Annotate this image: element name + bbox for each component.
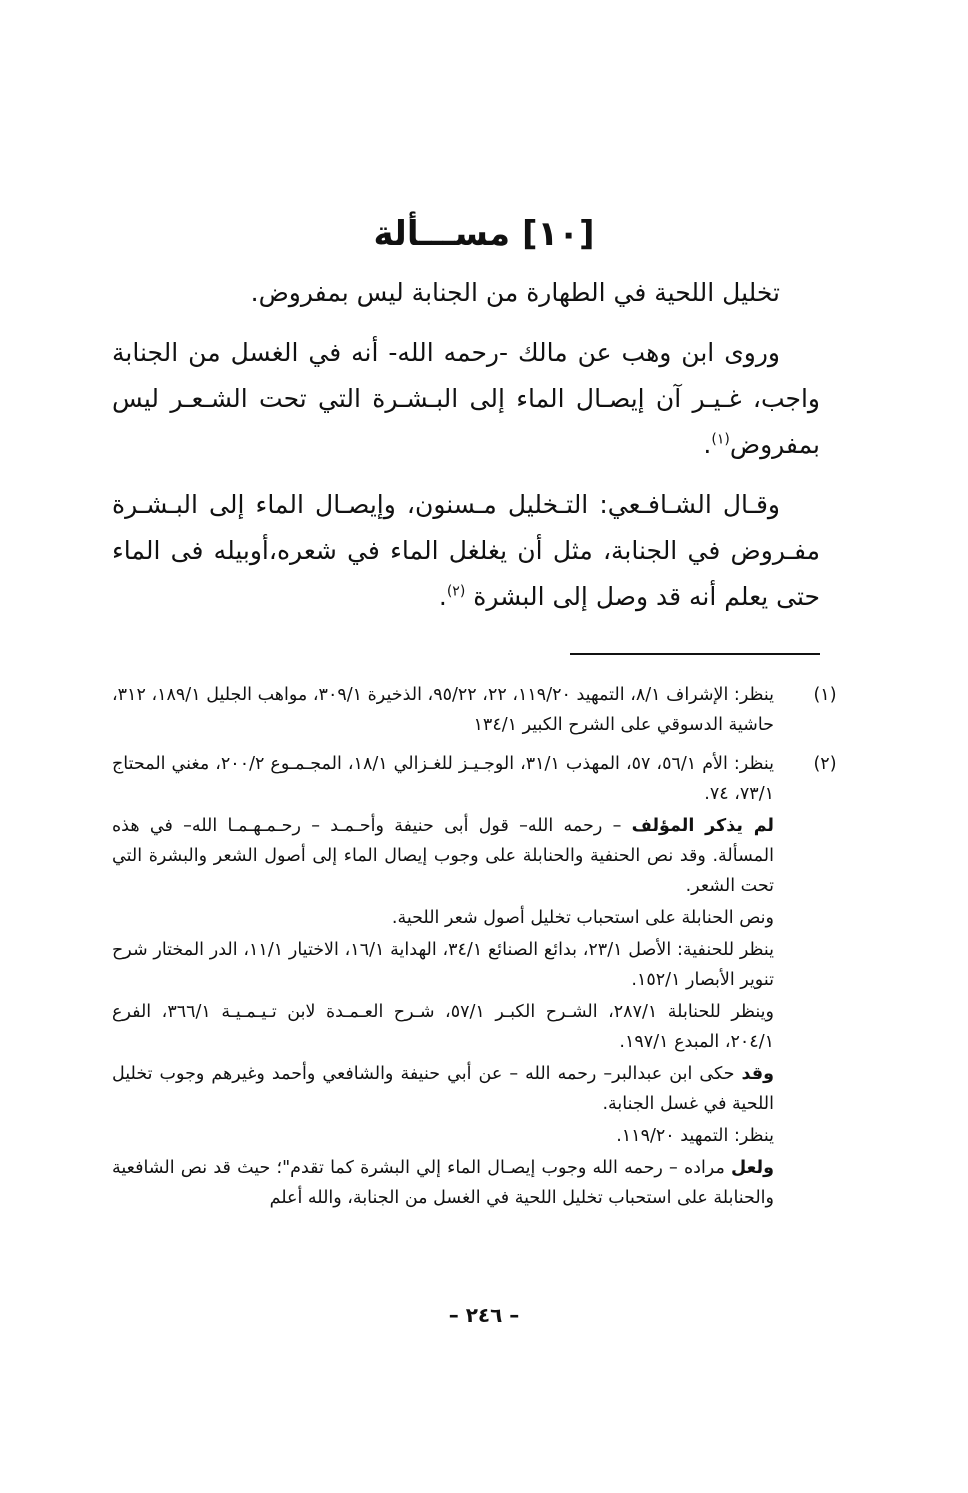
bold-lead: ولعل [731,1158,774,1178]
main-text [112,270,820,620]
bold-lead: وقد [741,1064,774,1084]
footnote-ref-2[interactable]: (٢) [446,583,466,600]
footnote-note: وينظر للحنابلة ٢٨٧/١، الشـرح الكبـر ٥٧/١، شـرح العـمـدة لابن تـيـمـيـة ٣٦٦/١، الفرع ٢٠٤/١، المبدع ١٩٧/١. [112,1002,774,1052]
footnote-2 [112,749,837,1213]
paragraph-3: وقـال الشـافـعي: التـخليل مـسنون، وإيصـال الماء إلى البـشـرة مفـروض في الجنابة، مثل أن يغلغل الماء في شعره،أوبيله فى الماء حتى يعلم أنه قد وصل إلى البشرة $^{(٢)}$. [112,490,820,611]
footnote-number: (٢) [813,754,837,774]
footnote-text: ينظر: الإشراف ٨/١، التمهيد ١١٩/٢٠، ٢٢، ٩٥/٢٢، الذخيرة ٣٠٩/١، مواهب الجليل ١٨٩/١، ٣١٢، حاشية الدسوقي على الشرح الكبير ١٣٤/١ [112,685,774,735]
paragraph-1: تخليل اللحية في الطهارة من الجنابة ليس بمفروض. [250,278,780,307]
footnote-ref-1[interactable]: (١) [711,431,730,448]
page-number: – ٢٤٦ – [448,1303,520,1327]
footnote-note: وقد حكى ابن عبدالبر– رحمه الله – عن أبي حنيفة والشافعي وأحمد وغيرهم وجوب تخليل اللحية في غسل الجنابة. [112,1064,774,1114]
footnotes [112,680,837,1222]
footnote-separator [570,653,820,655]
footnote-note: لم يذكر المؤلف – رحمه الله– قول أبى حنيفة وأحـمـد – رحـمـهـمـا الله– في هذه المسألة. وقد نص الحنفية والحنابلة على وجوب إيصال الماء إلى أصول الشعر والبشرة التي تحت الشعر. [112,816,774,896]
issue-heading: [١٠] مســـألة [373,214,595,254]
footnote-number: (١) [813,685,837,705]
footnote-1 [112,680,837,740]
footnote-text: ينظر: الأم ٥٦/١، ٥٧، المهذب ٣١/١، الوجـيـز للغـزالي ١٨/١، المجـمـوع ٢٠٠/٢، مغني المحتاج ٧٣/١، ٧٤. [112,754,774,804]
footnote-note: ونص الحنابلة على استحباب تخليل أصول شعر اللحية. [391,908,774,928]
footnote-note: ينظر: التمهيد ١١٩/٢٠. [616,1126,774,1146]
footnote-note: ينظر للحنفية: الأصل ٢٣/١، بدائع الصنائع ٣٤/١، الهداية ١٦/١، الاختيار ١١/١، الدر المختار شرح تنوير الأبصار ١٥٢/١. [112,940,774,990]
footnote-note: ولعل مراده – رحمه الله وجوب إيصـال الماء إلي البشرة كما تقدم"؛ حيث قد نص الشافعية والحنابلة على استحباب تخليل اللحية في الغسل من الجنابة، والله أعلم [112,1158,774,1208]
bold-lead: لم يذكر المؤلف [631,816,774,836]
paragraph-2: وروى ابن وهب عن مالك -رحمه الله- أنه في الغسل من الجنابة واجب، غـيـر آن إيصـال الماء إلى البـشـرة التي تحت الشـعـر ليس بمفروض$^{(١)}$. [112,338,820,459]
